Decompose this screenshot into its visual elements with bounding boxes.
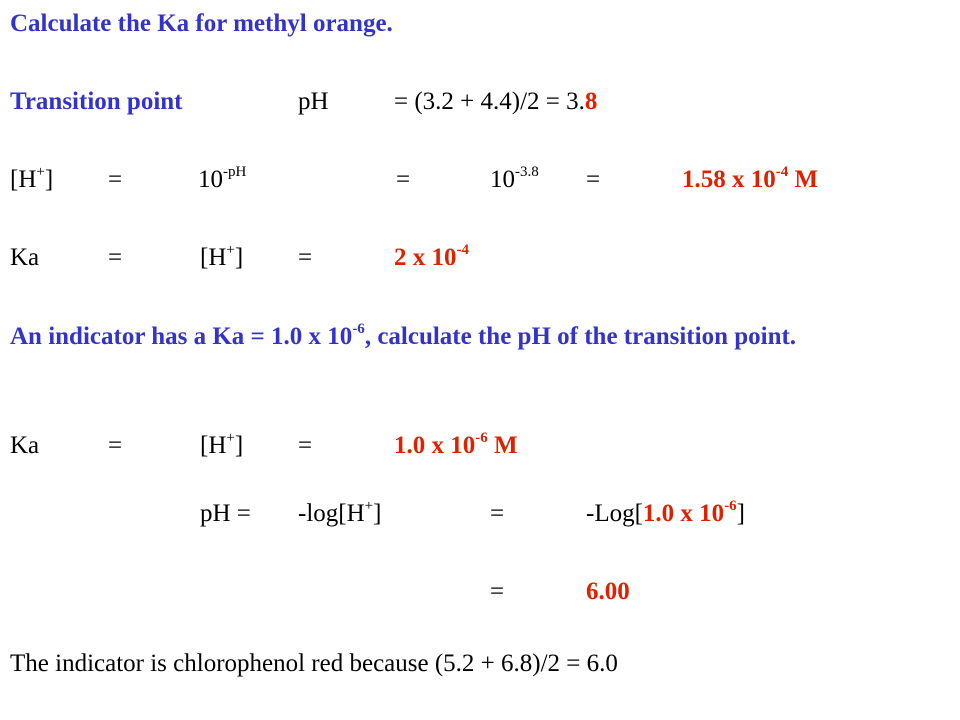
ph-row <box>10 500 910 532</box>
transition-label: Transition point <box>10 88 183 115</box>
transition-expression: = (3.2 + 4.4)/2 = 3. <box>394 88 585 115</box>
neg-log-expression: -log[H+] <box>298 498 382 527</box>
ka-symbol: Ka <box>10 244 40 271</box>
question-text: An indicator has a Ka = 1.0 x $10^{-6}$, calculate the pH of the transition point. <box>10 321 797 350</box>
equals-sign: = <box>108 166 123 193</box>
equals-sign: = <box>490 578 505 605</box>
equals-sign: = <box>490 500 505 527</box>
hydrogen-ion-term: [H+] <box>200 430 244 459</box>
equals-sign: = <box>108 432 123 459</box>
conclusion-text: The indicator is chlorophenol red because (5.2 + 6.8)/2 = 6.0 <box>10 650 618 677</box>
equals-sign: = <box>396 166 411 193</box>
ka-row-2 <box>10 432 910 464</box>
ph-symbol: pH <box>298 88 329 115</box>
hydrogen-ion-row <box>10 166 910 198</box>
ph-equals: pH = <box>200 500 251 527</box>
transition-equation <box>394 88 597 117</box>
neg-log-value: -Log[1.0 x $10^{-6}$] <box>586 498 745 527</box>
equals-sign: = <box>298 244 313 271</box>
ka-result: 2 x $10^{-4}$ <box>394 242 469 271</box>
ka-symbol: Ka <box>10 432 40 459</box>
hydrogen-ion-term: [H+] <box>200 242 244 271</box>
transition-result-digit: 8 <box>584 88 598 115</box>
result-row <box>10 578 910 610</box>
page-title: Calculate the Ka for methyl orange. <box>10 10 393 37</box>
hydrogen-ion-term: [H+] <box>10 164 54 193</box>
ph-result: 6.00 <box>586 578 630 605</box>
transition-row <box>10 88 910 120</box>
equals-sign: = <box>108 244 123 271</box>
ka-value: 1.0 x $10^{-6}$ M <box>394 430 518 459</box>
hydrogen-concentration-result: 1.58 x $10^{-4}$ M <box>682 164 819 193</box>
ka-row-1 <box>10 244 910 276</box>
power-value: $10^{-3.8}$ <box>490 164 539 193</box>
power-expression: $10^{-pH}$ <box>198 164 247 193</box>
equals-sign: = <box>586 166 601 193</box>
equals-sign: = <box>298 432 313 459</box>
